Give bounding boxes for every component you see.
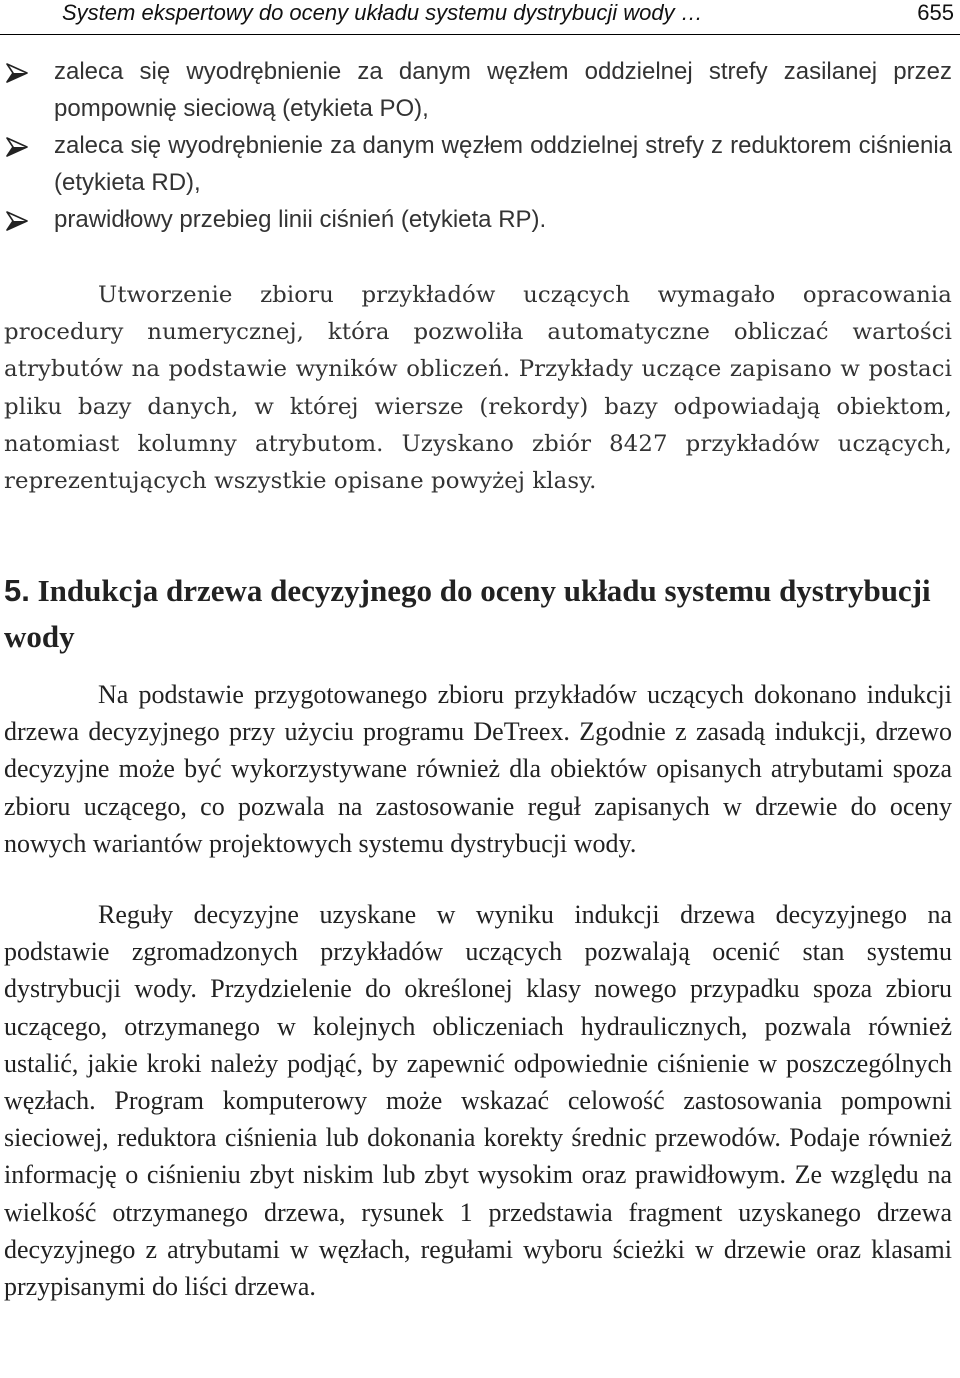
arrow-bullet-icon bbox=[6, 62, 28, 84]
page-number: 655 bbox=[917, 0, 954, 25]
bullet-text: zaleca się wyodrębnienie za danym węzłem oddzielnej strefy zasilanej przez pompownię sieciową (etykieta PO), bbox=[54, 58, 952, 122]
running-header bbox=[0, 0, 960, 35]
paragraph-decision-rules: Reguły decyzyjne uzyskane w wyniku indukcji drzewa decyzyjnego na podstawie zgromadzonych przykładów uczących pozwalają ocenić stan systemu dystrybucji wody. Przydzielenie do określonej klasy nowego przypadku spoza zbioru uczącego, otrzymanego w kolejnych obliczeniach hydraulicznych, pozwala również ustalić, jakie kroki należy podjąć, by zapewnić odpowiednie ciśnienie w poszczególnych węzłach. Program komputerowy może wskazać celowość zastosowania pompowni sieciowej, reduktora ciśnienia lub dokonania korekty średnic przewodów. Podaje również informację o ciśnieniu zbyt niskim lub zbyt wysokim oraz prawidłowym. Ze względu na wielkość otrzymanego drzewa, rysunek 1 przedstawia fragment uzyskanego drzewa decyzyjnego z atrybutami w węzłach, regułami wyboru ścieżki w drzewie oraz klasami przypisanymi do liści drzewa. bbox=[4, 900, 952, 1302]
section-title: Indukcja drzewa decyzyjnego do oceny układu systemu dystrybucji wody bbox=[4, 573, 931, 654]
paragraph-training-set: Utworzenie zbioru przykładów uczących wymagało opracowania procedury numerycznej, która pozwoliła automatyczne obliczać wartości atrybutów na podstawie wyników obliczeń. Przykłady uczące zapisano w postaci pliku bazy danych, w której wiersze (rekordy) bazy odpowiadają obiektom, natomiast kolumny atrybutom. Uzyskano zbiór 8427 przykładów uczących, reprezentujących wszystkie opisane powyżej klasy. bbox=[4, 282, 952, 495]
bullet-text: zaleca się wyodrębnienie za danym węzłem oddzielnej strefy z reduktorem ciśnienia (etykieta RD), bbox=[54, 132, 952, 196]
arrow-bullet-icon bbox=[6, 136, 28, 158]
arrow-bullet-icon bbox=[6, 210, 28, 232]
paragraph-induction: Na podstawie przygotowanego zbioru przykładów uczących dokonano indukcji drzewa decyzyjnego przy użyciu programu DeTreex. Zgodnie z zasadą indukcji, drzewo decyzyjne może być wykorzystywane również dla obiektów opisanych atrybutami spoza zbioru uczącego, co pozwala na zastosowanie reguł zapisanych w drzewie do oceny nowych wariantów projektowych systemu dystrybucji wody. bbox=[4, 680, 952, 858]
bullet-list bbox=[0, 53, 952, 238]
list-item bbox=[0, 127, 952, 201]
running-title: System ekspertowy do oceny układu systemu dystrybucji wody … bbox=[62, 0, 703, 25]
list-item bbox=[0, 53, 952, 127]
section-heading bbox=[4, 568, 952, 660]
list-item bbox=[0, 201, 952, 238]
section-number: 5. bbox=[4, 573, 30, 608]
bullet-text: prawidłowy przebieg linii ciśnień (etykieta RP). bbox=[54, 206, 547, 233]
